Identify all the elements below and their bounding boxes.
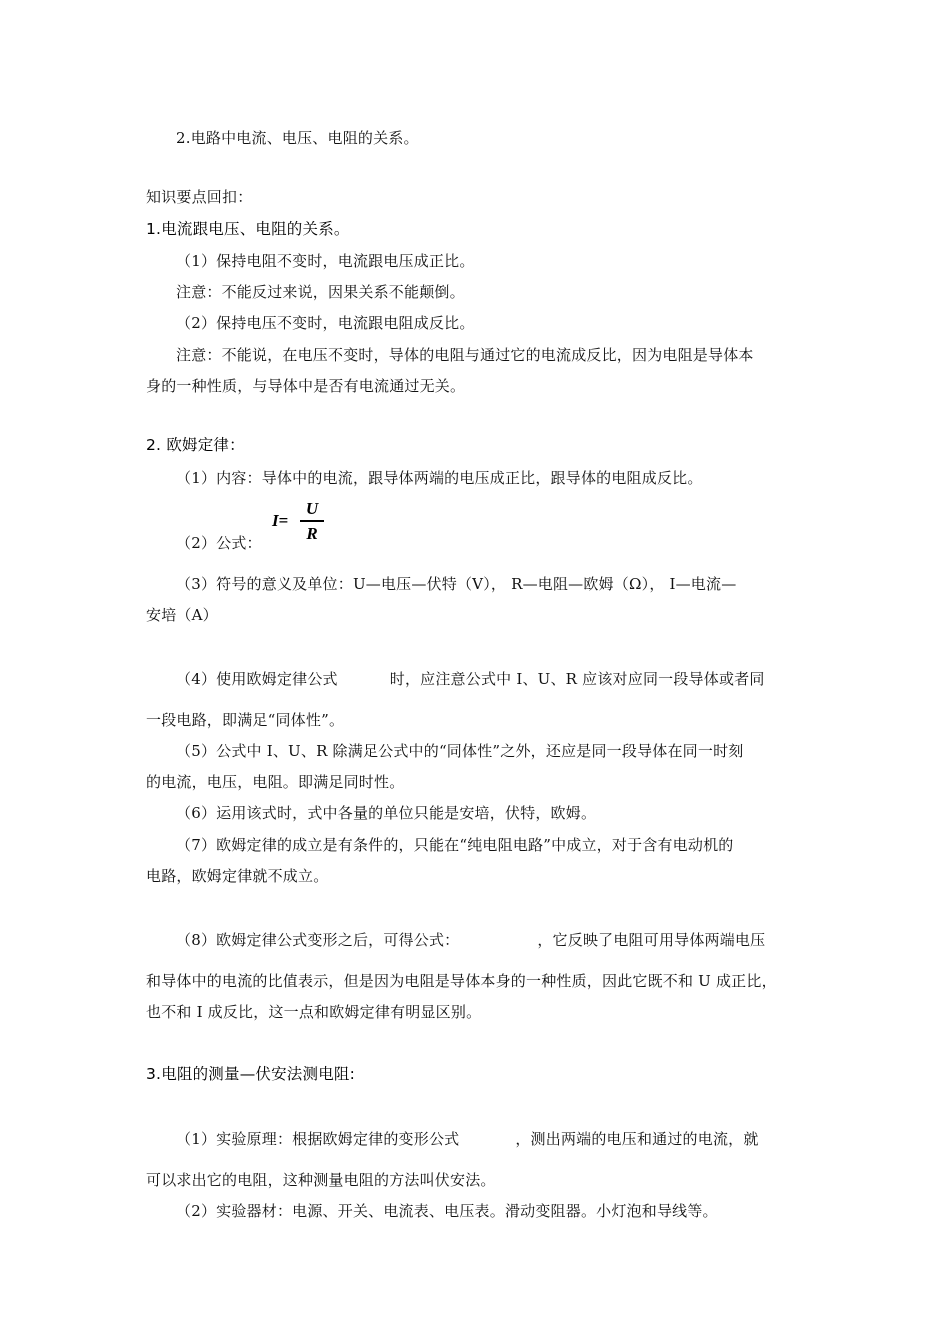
section2-p5-line2: 的电流，电压，电阻。即满足同时性。 [146, 773, 405, 791]
section3-title: 3.电阻的测量—伏安法测电阻: [146, 1065, 356, 1083]
p8-part2: ，它反映了电阻可用导体两端电压 [537, 931, 766, 949]
section1-p1: （1）保持电阻不变时，电流跟电压成正比。 [176, 252, 475, 270]
section2-p5-line1: （5）公式中 I、U、R 除满足公式中的“同体性”之外，还应是同一段导体在同一时刻 [176, 742, 744, 760]
section1-note1: 注意：不能反过来说，因果关系不能颠倒。 [176, 283, 465, 301]
section2-p4-line1 [176, 669, 765, 689]
s3-p1-part1: （1）实验原理：根据欧姆定律的变形公式 [176, 1130, 460, 1148]
section2-p3-line2: 安培（A） [146, 606, 218, 624]
section1-title: 1.电流跟电压、电阻的关系。 [146, 220, 350, 238]
section2-p4-line2: 一段电路，即满足“同体性”。 [146, 711, 345, 729]
section1-note2-line1: 注意：不能说，在电压不变时，导体的电阻与通过它的电流成反比，因为电阻是导体本 [176, 346, 754, 364]
section2-p8-line1 [176, 930, 765, 950]
section2-p7-line1: （7）欧姆定律的成立是有条件的，只能在“纯电阻电路”中成立，对于含有电动机的 [176, 836, 734, 854]
p4-part2: 时，应注意公式中 I、U、R 应该对应同一段导体或者同 [389, 670, 765, 688]
section3-p1-line1 [176, 1129, 759, 1149]
p4-part1: （4）使用欧姆定律公式 [176, 670, 338, 688]
section2-p8-line3: 也不和 I 成反比，这一点和欧姆定律有明显区别。 [146, 1003, 482, 1021]
section2-p7-line2: 电路，欧姆定律就不成立。 [146, 867, 329, 885]
section2-p6: （6）运用该式时，式中各量的单位只能是安培，伏特，欧姆。 [176, 804, 597, 822]
section2-p8-line2: 和导体中的电流的比值表示，但是因为电阻是导体本身的一种性质，因此它既不和 U 成正比， [146, 972, 777, 990]
section3-p2: （2）实验器材：电源、开关、电流表、电压表。滑动变阻器。小灯泡和导线等。 [176, 1202, 718, 1220]
section2-p1: （1）内容：导体中的电流，跟导体两端的电压成正比，跟导体的电阻成反比。 [176, 469, 703, 487]
fraction-bar [300, 520, 324, 522]
knowledge-heading: 知识要点回扣： [146, 188, 253, 206]
section2-title: 2. 欧姆定律： [146, 436, 245, 454]
formula-numerator: U [305, 499, 319, 518]
formula-denominator: R [306, 524, 318, 543]
section2-p3-line1: （3）符号的意义及单位：U—电压—伏特（V）， R—电阻—欧姆（Ω）， I—电流— [176, 575, 737, 593]
formula-lhs: I= [272, 511, 289, 530]
formula-fraction [300, 499, 324, 544]
section1-p2: （2）保持电压不变时，电流跟电阻成反比。 [176, 314, 475, 332]
intro-line: 2.电路中电流、电压、电阻的关系。 [176, 129, 419, 147]
section1-note2-line2: 身的一种性质，与导体中是否有电流通过无关。 [146, 377, 466, 395]
p8-part1: （8）欧姆定律公式变形之后，可得公式： [176, 931, 460, 949]
section3-p1-line2: 可以求出它的电阻，这种测量电阻的方法叫伏安法。 [146, 1171, 496, 1189]
ohms-law-formula [272, 499, 324, 547]
s3-p1-part2: ，测出两端的电压和通过的电流，就 [515, 1130, 759, 1148]
section2-p2-label: （2）公式： [176, 534, 262, 552]
